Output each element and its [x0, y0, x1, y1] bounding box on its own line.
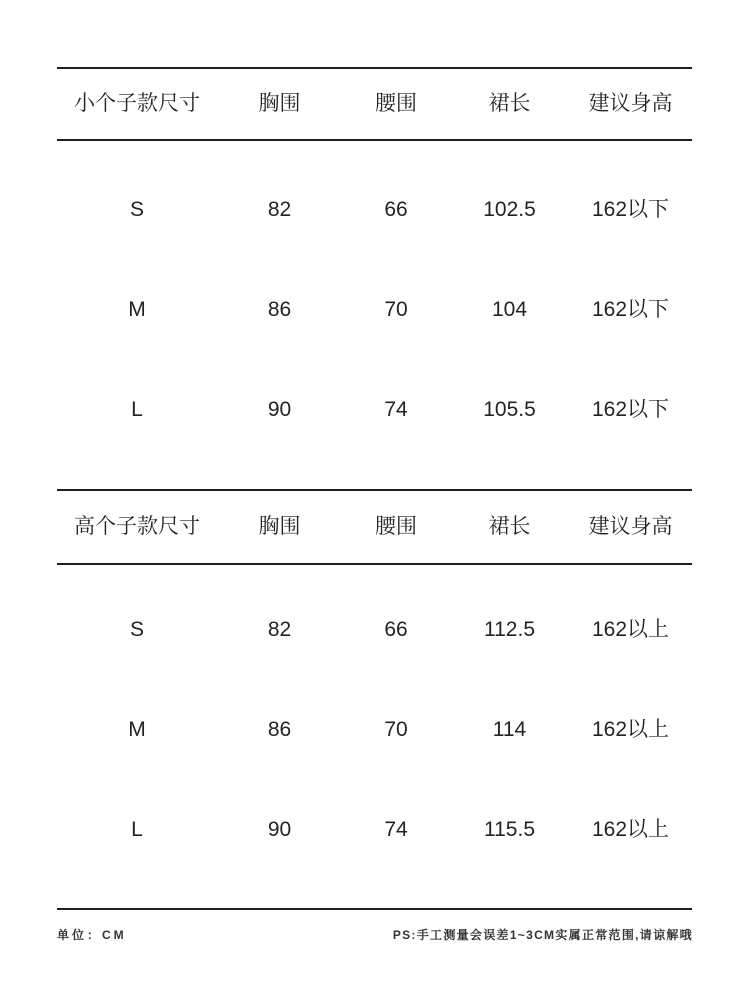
suggested-height-value: 162以上 — [591, 618, 670, 642]
size-label: M — [128, 298, 146, 322]
table-title-petite: 小个子款尺寸 — [74, 92, 200, 116]
waist-value: 66 — [384, 618, 408, 642]
size-label: M — [128, 718, 146, 742]
waist-value: 74 — [384, 398, 408, 422]
footer — [57, 926, 693, 943]
size-label: S — [129, 198, 144, 222]
waist-value: 70 — [384, 718, 408, 742]
bust-value: 82 — [267, 198, 292, 222]
bust-value: 86 — [267, 298, 292, 322]
waist-value: 74 — [384, 818, 408, 842]
skirt-length-value: 104 — [491, 298, 528, 322]
table-row — [57, 580, 692, 680]
column-header-suggested-height: 建议身高 — [588, 515, 673, 539]
column-header-suggested-height: 建议身高 — [588, 92, 673, 116]
table-row — [57, 680, 692, 780]
column-header-waist: 腰围 — [375, 92, 417, 116]
footer-divider — [57, 908, 692, 910]
size-table-tall — [57, 489, 692, 880]
size-table-petite — [57, 67, 692, 460]
suggested-height-value: 162以上 — [591, 718, 670, 742]
bust-value: 82 — [267, 618, 292, 642]
bust-value: 90 — [267, 398, 292, 422]
unit-label: 单位：CM — [57, 928, 127, 942]
suggested-height-value: 162以下 — [591, 398, 670, 422]
suggested-height-value: 162以下 — [591, 298, 670, 322]
size-table-tall-body — [57, 565, 692, 880]
column-header-bust: 胸围 — [258, 515, 301, 539]
table-row — [57, 260, 692, 360]
bust-value: 86 — [267, 718, 292, 742]
size-label: L — [131, 398, 143, 422]
skirt-length-value: 112.5 — [484, 618, 535, 642]
waist-value: 70 — [384, 298, 408, 322]
suggested-height-value: 162以上 — [591, 818, 670, 842]
skirt-length-value: 102.5 — [483, 198, 536, 222]
skirt-length-value: 114 — [492, 718, 527, 742]
skirt-length-value: 105.5 — [483, 398, 536, 422]
suggested-height-value: 162以下 — [591, 198, 670, 222]
size-table-tall-header-row — [57, 489, 692, 565]
size-table-petite-header-row — [57, 67, 692, 141]
table-row — [57, 780, 692, 880]
table-row — [57, 360, 692, 460]
size-label: L — [131, 818, 143, 842]
column-header-skirt-length: 裙长 — [488, 515, 531, 539]
column-header-waist: 腰围 — [375, 515, 417, 539]
skirt-length-value: 115.5 — [484, 818, 535, 842]
column-header-skirt-length: 裙长 — [488, 92, 531, 116]
column-header-bust: 胸围 — [258, 92, 301, 116]
size-table-petite-body — [57, 141, 692, 460]
waist-value: 66 — [384, 198, 408, 222]
table-title-tall: 高个子款尺寸 — [74, 515, 200, 539]
bust-value: 90 — [267, 818, 292, 842]
table-row — [57, 160, 692, 260]
measurement-note: PS:手工测量会误差1~3CM实属正常范围,请谅解哦 — [392, 928, 693, 942]
size-label: S — [129, 618, 144, 642]
